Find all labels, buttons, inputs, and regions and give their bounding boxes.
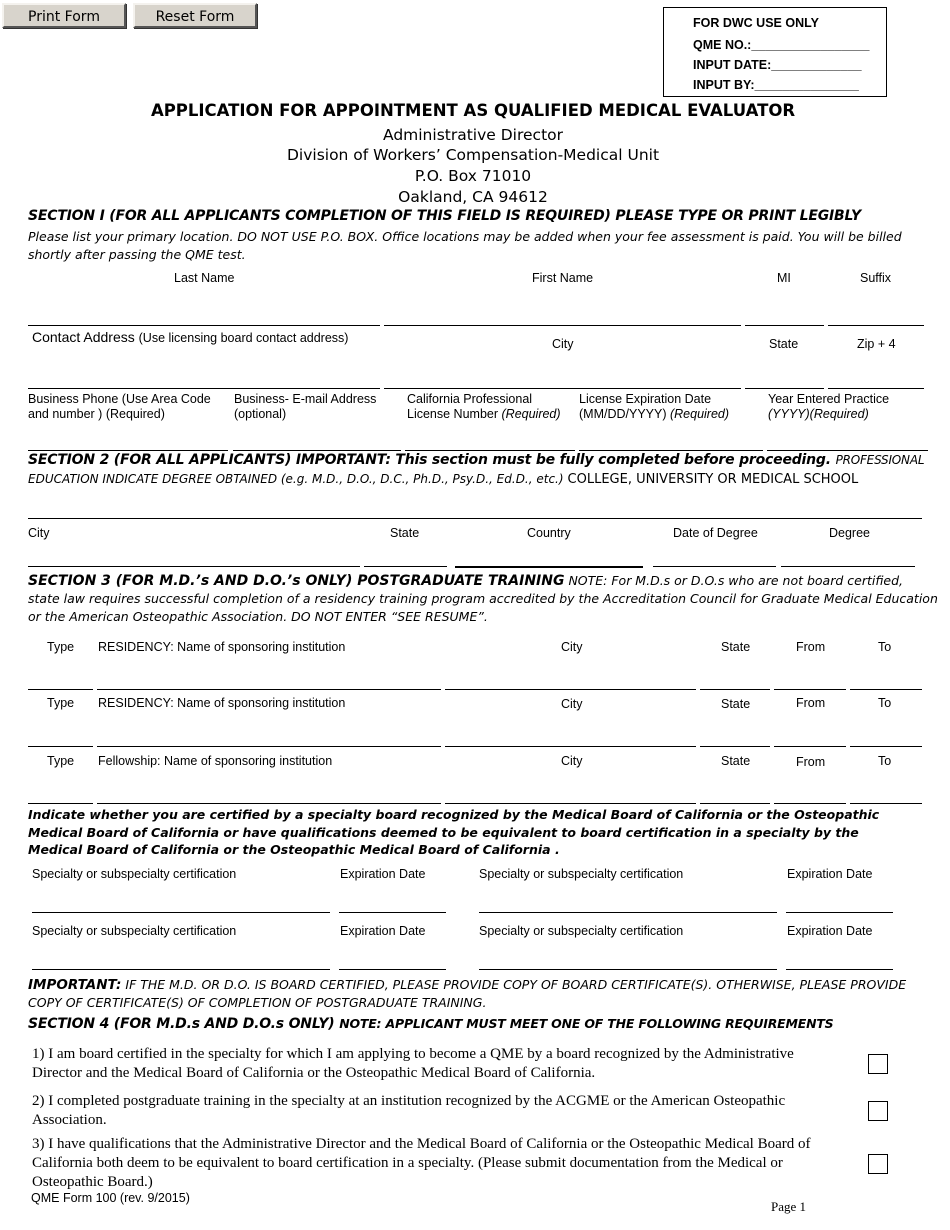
last-name-label: Last Name xyxy=(174,271,235,285)
license-expiration-field[interactable] xyxy=(579,450,763,451)
fellow-state-field[interactable] xyxy=(700,803,770,804)
license-number-field[interactable] xyxy=(405,450,575,451)
suffix-label: Suffix xyxy=(860,271,892,285)
fellow-institution-label: Fellowship: Name of sponsoring institution xyxy=(98,754,333,768)
edu-country-field[interactable] xyxy=(455,566,643,568)
dwc-qme-no: QME NO.:_________________ xyxy=(693,38,870,52)
date-of-degree-field[interactable] xyxy=(653,566,776,567)
res2-from-field[interactable] xyxy=(774,746,846,747)
section2-heading-tail: PROFESSIONAL xyxy=(835,453,925,467)
mi-label: MI xyxy=(777,271,791,285)
res2-city-label: City xyxy=(561,697,583,711)
important-text: IF THE M.D. OR D.O. IS BOARD CERTIFIED, PLEASE PROVIDE COPY OF BOARD CERTIFICATE(S). OTHERWISE, PLEASE PROVIDE COPY OF CERTIFICATE(S) OF COMPLETION OF POSTGRADUATE TRAINING. xyxy=(28,977,907,1010)
contact-address-note: (Use licensing board contact address) xyxy=(138,331,349,345)
fellow-type-field[interactable] xyxy=(28,803,93,804)
fellow-from-label: From xyxy=(796,755,826,769)
first-name-label: First Name xyxy=(532,271,594,285)
dwc-heading: FOR DWC USE ONLY xyxy=(693,16,819,30)
exp3-label: Expiration Date xyxy=(340,924,426,938)
zip-field[interactable] xyxy=(828,388,924,389)
res1-state-label: State xyxy=(721,640,751,654)
fellow-state-label: State xyxy=(721,754,751,768)
fellow-city-label: City xyxy=(561,754,583,768)
address-line-4: Oakland, CA 94612 xyxy=(398,188,548,206)
spec4-label: Specialty or subspecialty certification xyxy=(479,924,684,938)
mi-field[interactable] xyxy=(745,325,824,326)
business-phone-label: Business Phone (Use Area Code and number ) (Required) xyxy=(28,392,211,421)
fellow-to-label: To xyxy=(878,754,892,768)
city-label: City xyxy=(552,337,574,351)
res1-city-label: City xyxy=(561,640,583,654)
res1-to-field[interactable] xyxy=(850,689,922,690)
res1-from-field[interactable] xyxy=(774,689,846,690)
address-line-3: P.O. Box 71010 xyxy=(414,167,532,185)
suffix-field[interactable] xyxy=(828,325,924,326)
spec3-label: Specialty or subspecialty certification xyxy=(32,924,237,938)
requirement-1-checkbox[interactable] xyxy=(868,1054,888,1074)
address-line-1: Administrative Director xyxy=(382,126,563,144)
requirement-2-text: 2) I completed postgraduate training in the specialty at an institution recognized by the ACGME or the American Osteopathic Association. xyxy=(32,1093,786,1128)
important-label: IMPORTANT: xyxy=(28,977,122,993)
last-name-field[interactable] xyxy=(28,325,380,326)
license-number-label xyxy=(407,392,582,422)
business-phone-field[interactable] xyxy=(28,450,228,451)
dwc-input-date: INPUT DATE:_____________ xyxy=(693,58,862,72)
fellow-type-label: Type xyxy=(47,754,75,768)
license-exp-line1: License Expiration Date xyxy=(579,392,712,406)
res1-to-label: To xyxy=(878,640,892,654)
dwc-use-only-box xyxy=(663,7,887,97)
res2-institution-field[interactable] xyxy=(97,746,441,747)
spec3-field[interactable] xyxy=(32,969,330,970)
contact-address-text: Contact Address xyxy=(32,329,135,345)
res2-from-label: From xyxy=(796,696,826,710)
license-number-required: (Required) xyxy=(501,407,561,421)
section3-intro xyxy=(28,572,938,626)
res1-state-field[interactable] xyxy=(700,689,770,690)
board-certified-note: Indicate whether you are certified by a specialty board recognized by the Medical Board of California or the Osteopathic Medical Board of California or have qualifications deemed to be equivalent to board certification in a specialty by the Medical Board of California or the Osteopathic Medical Board of California . xyxy=(28,807,880,857)
page-title: APPLICATION FOR APPOINTMENT AS QUALIFIED MEDICAL EVALUATOR xyxy=(150,101,796,120)
year-entered-text: Year Entered Practice xyxy=(768,392,890,406)
first-name-field[interactable] xyxy=(384,325,741,326)
year-entered-label xyxy=(768,392,928,422)
res2-to-label: To xyxy=(878,696,892,710)
edu-state-field[interactable] xyxy=(364,566,447,567)
important-note xyxy=(28,976,908,1012)
contact-address-label xyxy=(32,329,348,345)
res1-city-field[interactable] xyxy=(445,689,696,690)
section2-heading xyxy=(28,452,924,468)
zip-label: Zip + 4 xyxy=(857,337,896,351)
res2-to-field[interactable] xyxy=(850,746,922,747)
exp1-field[interactable] xyxy=(339,912,446,913)
exp4-label: Expiration Date xyxy=(787,924,873,938)
degree-label: Degree xyxy=(829,526,870,540)
res2-city-field[interactable] xyxy=(445,746,696,747)
res2-type-label: Type xyxy=(47,696,75,710)
exp3-field[interactable] xyxy=(339,969,446,970)
requirement-1-text: 1) I am board certified in the specialty for which I am applying to become a QME by a board recognized by the Administrative Director and the Medical Board of California or the Osteopathic Medical Board of California. xyxy=(32,1046,794,1081)
section4-heading-text: SECTION 4 (FOR M.D.s AND D.O.s ONLY) xyxy=(28,1016,335,1032)
business-email-field[interactable] xyxy=(233,450,401,451)
address-line-2: Division of Workers’ Compensation-Medical Unit xyxy=(286,146,660,164)
state-field[interactable] xyxy=(745,388,824,389)
res1-type-label: Type xyxy=(47,640,75,654)
section2-degree-note: EDUCATION INDICATE DEGREE OBTAINED (e.g. M.D., D.O., D.C., Ph.D., Psy.D., Ed.D., etc.) xyxy=(28,472,564,486)
city-field[interactable] xyxy=(384,388,741,389)
section3-heading: SECTION 3 (FOR M.D.’s AND D.O.’s ONLY) POSTGRADUATE TRAINING xyxy=(28,573,565,589)
res1-institution-label: RESIDENCY: Name of sponsoring institution xyxy=(98,640,346,654)
section1-note: Please list your primary location. DO NOT USE P.O. BOX. Office locations may be added when your fee assessment is paid. You will be billed shortly after passing the QME test. xyxy=(28,229,902,262)
edu-city-label: City xyxy=(28,526,50,540)
business-email-label: Business- E-mail Address (optional) xyxy=(234,392,377,421)
contact-address-field[interactable] xyxy=(28,388,380,389)
fellow-institution-field[interactable] xyxy=(97,803,441,804)
requirement-3-checkbox[interactable] xyxy=(868,1154,888,1174)
fellow-to-field[interactable] xyxy=(850,803,922,804)
license-expiration-label xyxy=(579,392,759,422)
res2-state-label: State xyxy=(721,697,751,711)
license-number-line1: California Professional xyxy=(407,392,533,406)
res1-type-field[interactable] xyxy=(28,689,93,690)
year-entered-required: (YYYY)(Required) xyxy=(768,407,869,421)
section3-note-start: NOTE: For M.D.s or D.O.s who are not board certified, state law xyxy=(28,573,904,606)
section3-note-rest: requires successful completion of a residency training program accredited by the Accreditation Council for Graduate Medical Education or the American Osteopathic Association. DO NOT ENTER “SEE RESUME”. xyxy=(28,591,938,624)
edu-city-field[interactable] xyxy=(28,566,360,567)
requirement-2-checkbox[interactable] xyxy=(868,1101,888,1121)
print-form-button[interactable]: Print Form xyxy=(2,3,126,28)
degree-field[interactable] xyxy=(781,566,915,567)
date-of-degree-label: Date of Degree xyxy=(673,526,758,540)
dwc-input-by: INPUT BY:_______________ xyxy=(693,78,859,92)
license-exp-line2: (MM/DD/YYYY) xyxy=(579,407,667,421)
exp2-label: Expiration Date xyxy=(787,867,873,881)
edu-country-label: Country xyxy=(527,526,571,540)
section2-heading-text: SECTION 2 (FOR ALL APPLICANTS) IMPORTANT: This section must be fully completed before proceeding. xyxy=(28,452,831,468)
spec1-field[interactable] xyxy=(32,912,330,913)
res2-type-field[interactable] xyxy=(28,746,93,747)
spec4-field[interactable] xyxy=(479,969,777,970)
school-name-field[interactable] xyxy=(28,518,922,519)
reset-form-button[interactable]: Reset Form xyxy=(133,3,257,28)
spec2-field[interactable] xyxy=(479,912,777,913)
fellow-from-field[interactable] xyxy=(774,803,846,804)
exp4-field[interactable] xyxy=(786,969,893,970)
exp1-label: Expiration Date xyxy=(340,867,426,881)
section4-note: NOTE: APPLICANT MUST MEET ONE OF THE FOLLOWING REQUIREMENTS xyxy=(339,1016,834,1031)
edu-state-label: State xyxy=(390,526,420,540)
spec2-label: Specialty or subspecialty certification xyxy=(479,867,684,881)
state-label: State xyxy=(769,337,799,351)
res1-from-label: From xyxy=(796,640,826,654)
exp2-field[interactable] xyxy=(786,912,893,913)
license-exp-required: (Required) xyxy=(669,407,730,421)
page-number: Page 1 xyxy=(771,1199,807,1214)
fellow-city-field[interactable] xyxy=(445,803,696,804)
res1-institution-field[interactable] xyxy=(97,689,441,690)
form-id: QME Form 100 (rev. 9/2015) xyxy=(31,1191,190,1205)
section4-heading xyxy=(28,1016,833,1032)
res2-institution-label: RESIDENCY: Name of sponsoring institution xyxy=(98,696,346,710)
spec1-label: Specialty or subspecialty certification xyxy=(32,867,237,881)
section2-school-label: COLLEGE, UNIVERSITY OR MEDICAL SCHOOL xyxy=(567,472,859,487)
section2-note xyxy=(28,470,938,489)
res2-state-field[interactable] xyxy=(700,746,770,747)
requirement-3-text: 3) I have qualifications that the Administrative Director and the Medical Board of California or the Osteopathic Medical Board of California both deem to be equivalent to board certification in a specialty. (Please submit documentation from the Medical or Osteopathic Board.) xyxy=(32,1136,811,1190)
license-number-line2: License Number xyxy=(407,407,499,421)
section1-heading: SECTION I (FOR ALL APPLICANTS COMPLETION OF THIS FIELD IS REQUIRED) PLEASE TYPE OR PRINT LEGIBLY xyxy=(28,208,861,224)
year-entered-field[interactable] xyxy=(767,450,928,451)
